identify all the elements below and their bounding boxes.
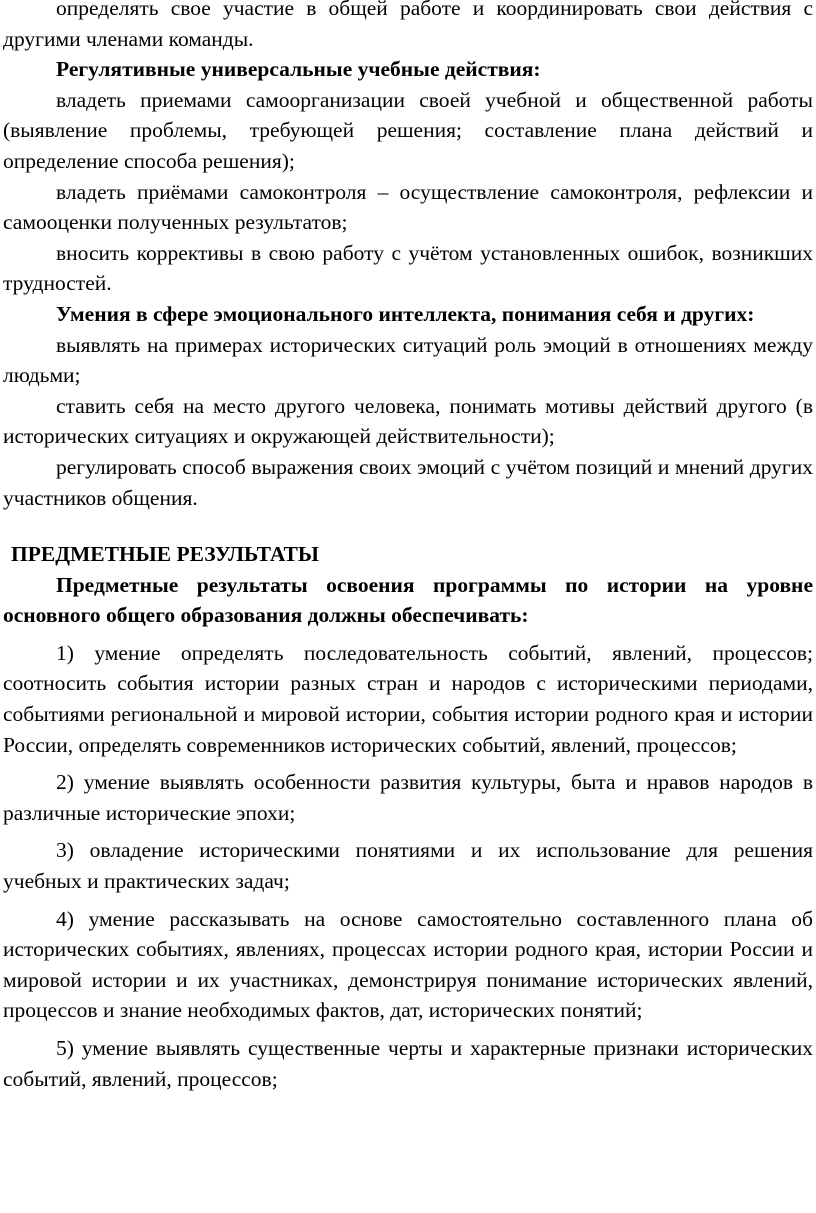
paragraph-self-organization: владеть приемами самоорганизации своей учебной и общественной работы (выявление проблемы, требующей решения; составление плана действий и определение способа решения);: [3, 87, 813, 173]
list-item-4: 4) умение рассказывать на основе самостоятельно составленного плана об исторических событиях, явлениях, процессах истории родного края, истории России и мировой истории и их участниках, демонстрируя понимание исторических явлений, процессов и знание необходимых фактов, дат, исторических понятий;: [3, 906, 813, 1023]
list-item-5: 5) умение выявлять существенные черты и характерные признаки исторических событий, явлений, процессов;: [3, 1036, 813, 1091]
heading-regulatory-actions: Регулятивные универсальные учебные действия:: [56, 57, 541, 82]
section-heading-subject-results: ПРЕДМЕТНЫЕ РЕЗУЛЬТАТЫ: [11, 542, 319, 567]
paragraph-self-control: владеть приёмами самоконтроля – осуществление самоконтроля, рефлексии и самооценки полученных результатов;: [3, 179, 813, 235]
section-intro: Предметные результаты освоения программы по истории на уровне основного общего образования должны обеспечивать:: [3, 572, 813, 628]
list-item-1: 1) умение определять последовательность событий, явлений, процессов; соотносить события истории разных стран и народов с историческими периодами, событиями региональной и мировой истории, события истории родного края и истории России, определять современников исторических событий, явлений, процессов;: [3, 640, 813, 757]
paragraph-teamwork: определять свое участие в общей работе и координировать свои действия с другими членами команды.: [3, 0, 813, 51]
list-item-2: 2) умение выявлять особенности развития культуры, быта и нравов народов в различные исторические эпохи;: [3, 770, 813, 825]
paragraph-empathy: ставить себя на место другого человека, понимать мотивы действий другого (в исторических ситуациях и окружающей действительности);: [3, 393, 813, 449]
heading-emotional-intelligence: Умения в сфере эмоционального интеллекта, понимания себя и других:: [56, 301, 755, 326]
paragraph-emotions-role: выявлять на примерах исторических ситуаций роль эмоций в отношениях между людьми;: [3, 332, 813, 388]
paragraph-emotion-regulation: регулировать способ выражения своих эмоций с учётом позиций и мнений других участников общения.: [3, 454, 813, 510]
document-page: [3, 0, 813, 1094]
paragraph-corrections: вносить коррективы в свою работу с учётом установленных ошибок, возникших трудностей.: [3, 240, 813, 296]
list-item-3: 3) овладение историческими понятиями и их использование для решения учебных и практических задач;: [3, 838, 813, 894]
